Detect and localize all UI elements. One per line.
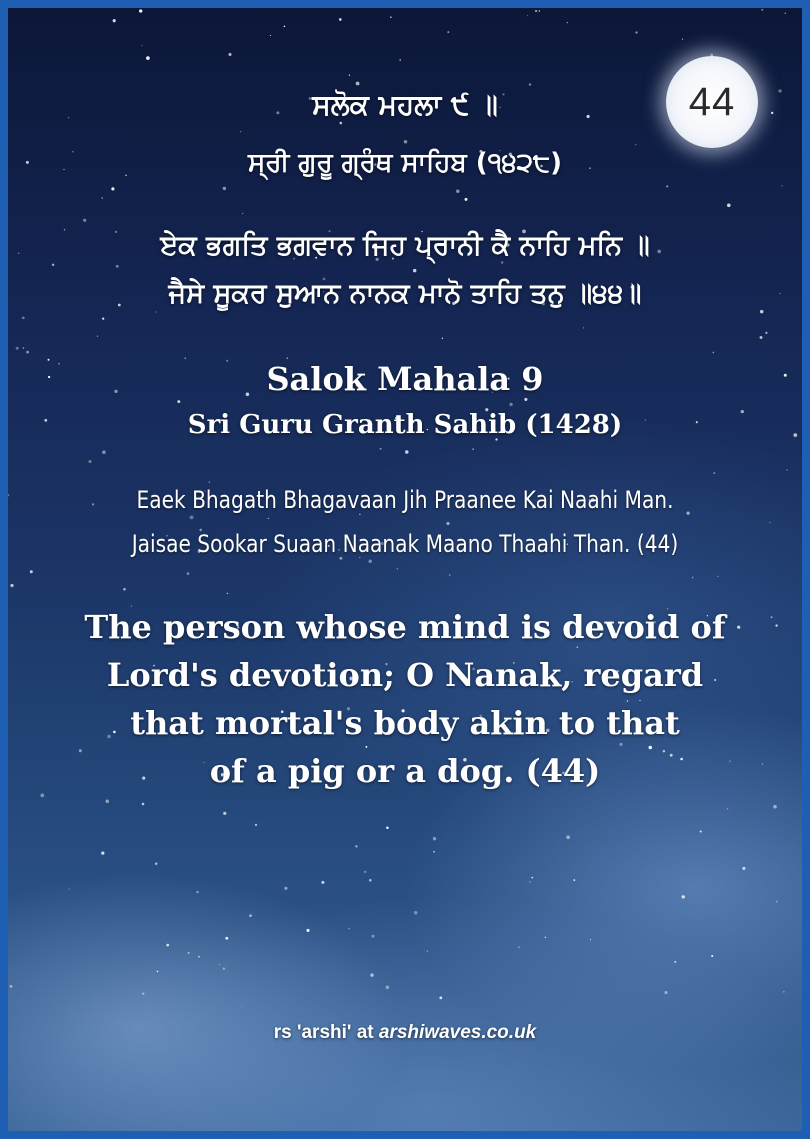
star: [113, 19, 116, 22]
star: [142, 992, 144, 994]
star: [760, 310, 763, 313]
star: [509, 403, 512, 406]
star: [16, 347, 19, 350]
star: [139, 9, 142, 12]
star: [270, 35, 271, 36]
star: [97, 335, 98, 336]
star: [146, 56, 150, 60]
star: [306, 929, 309, 932]
star: [123, 588, 126, 591]
star: [268, 518, 269, 519]
transliteration-line-2: Jaisae Sookar Suaan Naanak Maano Thaahi Than. (44): [131, 530, 679, 558]
star: [405, 450, 408, 453]
star: [22, 316, 25, 319]
star: [682, 895, 685, 898]
star: [649, 746, 653, 750]
star: [355, 845, 357, 847]
title-source: Sri Guru Granth Sahib (1428): [187, 410, 623, 440]
star: [88, 460, 91, 463]
star: [404, 140, 408, 144]
star: [241, 1006, 242, 1007]
star: [348, 928, 349, 929]
gurmukhi-source: ਸ੍ਰੀ ਗੁਰੂ ਗ੍ਰੰਥ ਸਾਹਿਬ (੧੪੨੮): [248, 148, 562, 178]
star: [785, 12, 786, 13]
star: [101, 851, 104, 854]
star: [141, 45, 142, 46]
star: [356, 82, 360, 86]
star: [465, 198, 468, 201]
star: [414, 911, 418, 915]
star: [177, 400, 180, 403]
star: [781, 185, 782, 186]
star: [242, 213, 243, 214]
star: [40, 794, 44, 798]
translation-line-4: of a pig or a dog. (44): [209, 752, 601, 790]
star: [539, 10, 541, 12]
star: [365, 746, 367, 748]
star: [228, 53, 231, 56]
star: [760, 336, 763, 339]
star: [446, 522, 449, 525]
star: [786, 469, 787, 470]
star: [116, 265, 119, 268]
star: [166, 944, 169, 947]
star: [529, 83, 531, 85]
gurmukhi-verse-line-2: ਜੈਸੇ ਸੂਕਰ ਸੁਆਨ ਨਾਨਕ ਮਾਨੋ ਤਾਹਿ ਤਨੁ ॥੪੪॥: [168, 278, 642, 309]
verse-number-badge: 44: [688, 79, 736, 124]
star: [386, 827, 389, 830]
star: [225, 937, 228, 940]
transliteration-line-1: Eaek Bhagath Bhagavaan Jih Praanee Kai Naahi Man.: [136, 486, 674, 514]
star: [190, 516, 194, 520]
star: [209, 481, 210, 482]
star: [188, 952, 190, 954]
star: [399, 59, 401, 61]
star: [10, 985, 13, 988]
star: [364, 871, 366, 873]
star: [573, 879, 575, 881]
star: [776, 901, 778, 903]
star: [692, 577, 694, 579]
star: [339, 122, 342, 125]
star: [111, 187, 114, 190]
star: [339, 18, 342, 21]
star: [370, 973, 373, 976]
star: [712, 352, 714, 354]
star: [567, 22, 568, 23]
title-heading: Salok Mahala 9: [266, 360, 544, 398]
credit-prefix: rs 'arshi' at: [273, 1022, 379, 1043]
star: [26, 351, 29, 354]
star: [413, 269, 416, 272]
star: [227, 593, 228, 594]
star: [742, 867, 745, 870]
gurmukhi-heading: ਸਲੋਕ ਮਹਲਾ ੯ ॥: [312, 88, 498, 121]
star: [447, 31, 449, 33]
star: [321, 881, 324, 884]
star: [101, 197, 103, 199]
star: [529, 881, 531, 883]
star: [372, 935, 375, 938]
star: [83, 219, 86, 222]
star: [433, 851, 435, 853]
star: [682, 39, 683, 40]
star: [664, 991, 667, 994]
translation-line-3: that mortal's body akin to that: [130, 704, 680, 742]
star: [196, 891, 198, 893]
star: [456, 190, 459, 193]
star: [157, 971, 159, 973]
star: [287, 357, 288, 358]
star: [131, 606, 132, 607]
star: [674, 961, 676, 963]
star: [23, 347, 24, 348]
star: [576, 646, 578, 648]
star: [765, 332, 767, 334]
star: [717, 576, 718, 577]
star: [219, 964, 220, 965]
star: [566, 835, 570, 839]
credit-line: [8, 1022, 802, 1044]
star: [187, 572, 190, 575]
star: [223, 967, 225, 969]
star: [727, 203, 731, 207]
star: [635, 144, 636, 145]
star: [386, 986, 390, 990]
star: [639, 700, 640, 701]
star: [155, 862, 157, 864]
gurmukhi-verse-line-1: ਏਕ ਭਗਤਿ ਭਗਵਾਨ ਜਿਹ ਪ੍ਰਾਨੀ ਕੈ ਨਾਹਿ ਮਨਿ ॥: [160, 230, 650, 261]
star: [142, 803, 145, 806]
star: [518, 946, 519, 947]
star: [349, 75, 350, 76]
star: [527, 15, 528, 16]
star: [545, 937, 547, 939]
star: [102, 318, 104, 320]
star: [10, 584, 13, 587]
star: [761, 9, 763, 11]
star: [700, 830, 702, 832]
star: [155, 311, 156, 312]
star: [773, 805, 777, 809]
star: [184, 357, 186, 359]
translation-line-1: The person whose mind is devoid of: [84, 608, 726, 646]
star: [439, 997, 442, 1000]
star: [240, 131, 241, 132]
star: [769, 522, 770, 523]
star: [442, 338, 443, 339]
star: [711, 955, 713, 957]
star: [106, 799, 110, 803]
star: [369, 879, 372, 882]
star: [8, 494, 9, 496]
star: [380, 448, 382, 450]
star: [255, 824, 257, 826]
star: [524, 398, 527, 401]
star: [223, 187, 226, 190]
translation-line-2: Lord's devotion; O Nanak, regard: [106, 656, 704, 694]
star: [666, 185, 668, 187]
star: [249, 914, 252, 917]
star: [472, 448, 473, 449]
star: [433, 837, 436, 840]
star: [427, 950, 428, 951]
star: [397, 568, 398, 569]
star: [30, 570, 33, 573]
star: [620, 743, 623, 746]
star: [635, 31, 637, 33]
star: [52, 264, 54, 266]
star: [713, 472, 715, 474]
star: [449, 574, 450, 575]
star: [727, 808, 728, 809]
star: [284, 25, 286, 27]
star: [583, 327, 584, 328]
star: [531, 877, 533, 879]
star: [198, 956, 200, 958]
star: [368, 560, 372, 564]
star: [223, 812, 226, 815]
star: [284, 887, 287, 890]
star: [535, 10, 537, 12]
star: [390, 17, 391, 18]
star: [627, 700, 629, 702]
star: [102, 450, 106, 454]
star: [69, 888, 70, 889]
star: [783, 991, 785, 993]
credit-site-link[interactable]: arshiwaves.co.uk: [378, 1022, 537, 1043]
star: [590, 939, 591, 940]
